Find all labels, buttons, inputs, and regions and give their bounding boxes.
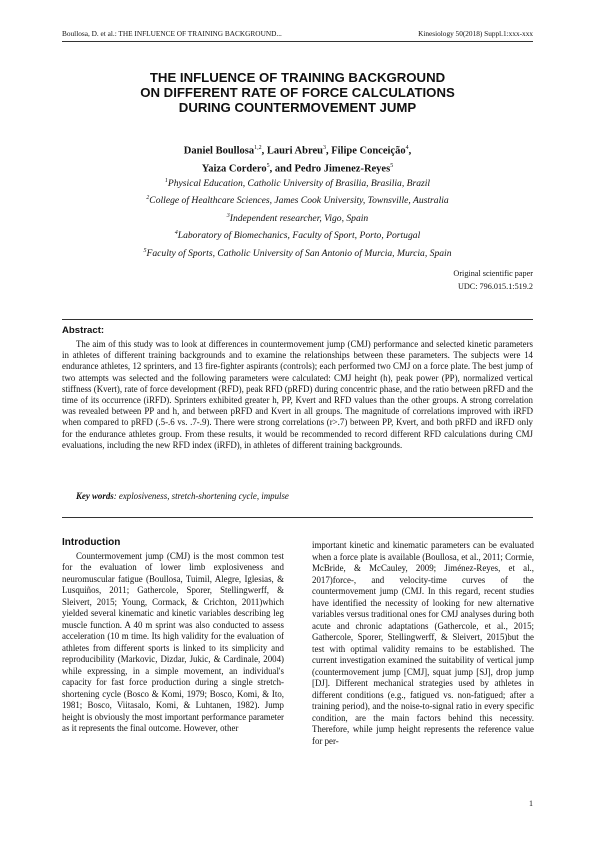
author-name: Daniel Boullosa: [183, 145, 255, 157]
author-affiliation-mark: 1,2: [254, 145, 262, 151]
running-head-authors: Boullosa, D. et al.: THE INFLUENCE OF TRAINING BACKGROUND...: [62, 29, 282, 38]
author-separator: ,: [325, 145, 332, 157]
page-number: 1: [529, 799, 533, 808]
udc-code: UDC: 796.015.1:519.2: [457, 281, 533, 291]
author-affiliation-mark: 4: [405, 145, 409, 151]
keywords-label: Key words: [76, 491, 114, 501]
paper-title: [62, 70, 533, 115]
abstract-text: The aim of this study was to look at differences in countermovement jump (CMJ) performance and selected kinetic parameters in athletes of different training backgrounds and to examine the relationships between these parameters. The subjects were 14 endurance athletes, 12 sprinters, and 13 fire-fighter aspirants (controls); each performed two CMJ on a force plate. The best jump of two attempts was selected and the following parameters were calculated: CMJ height (h), peak power (PP), normalized vertical stiffness (Kvert), rate of force development (RFD), peak RFD (pRFD) during concentric phase, and the ratio between pRFD and the time of its occurrence (iRFD). Sprinters exhibited greater h, PP, Kvert and RFD values than the other groups. A strong correlation was revealed between PP and h, and between pRFD and Kvert in all groups. The magnitude of correlations improved with iRFD when compared to pRFD (.5-.6 vs. .7-.9). There were strong correlations (r>.7) between PP, Kvert, and both pRFD and iRFD only for the endurance athletes group. From these results, it would be recommended to record different RFD calculations during CMJ evaluations, including the new RFD index (iRFD), in athletes of different training backgrounds.: [62, 339, 533, 450]
author-name: Pedro Jimenez-Reyes: [294, 163, 391, 174]
author-name: Filipe Conceição: [331, 145, 406, 157]
affiliation-text: Laboratory of Biomechanics, Faculty of Sport, Porto, Portugal: [177, 230, 421, 242]
affiliation-mark: 4: [174, 230, 178, 237]
author-name: Yaiza Cordero: [201, 163, 267, 174]
introduction-heading: Introduction: [62, 537, 121, 548]
author-separator: ,: [408, 145, 412, 157]
affiliation-mark: 2: [146, 195, 150, 202]
affiliation: [62, 226, 533, 243]
affiliation: [62, 244, 533, 261]
abstract-heading: Abstract:: [62, 325, 105, 336]
author-separator: ,: [261, 145, 267, 157]
affiliation: [62, 191, 533, 208]
affiliation-text: Independent researcher, Vigo, Spain: [229, 212, 369, 224]
introduction-paragraph: Countermovement jump (CMJ) is the most common test for the evaluation of lower limb explosiveness and neuromuscular fatigue (Boullosa, Tuimil, Alegre, Iglesias, & Lusquiños, 2011; Gathercole, Sporer, Stellingwerff, & Sleivert, 2015; Young, Cormack, & Crichton, 2011)which yielded several kinematic and kinetic variables describing leg muscle function. A 40 m sprint was also conducted to assess acceleration (10 m time. Its high validity for the evaluation of athletes from different sports is linked to its simplicity and reproducibility (Markovic, Dizdar, Jukic, & Cardinale, 2004) while expressing, in a simple movement, an individual's capacity for fast force production during a single stretch-shortening cycle (Bosco & Komi, 1979; Bosco, Komi, & Ito, 1981; Bosco, Viitasalo, Komi, & Luhtanen, 1982). Jump height is obviously the most important performance parameter as it represents the final outcome. However, other: [62, 550, 284, 733]
title-line-1: THE INFLUENCE OF TRAINING BACKGROUND: [149, 70, 446, 85]
author-name: Lauri Abreu: [266, 145, 323, 157]
body-column-left: [62, 537, 284, 735]
affiliation-mark: 5: [143, 247, 147, 254]
keywords: [62, 491, 533, 502]
introduction-paragraph-continued: important kinetic and kinematic parameters can be evaluated when a force plate is available (Boullosa, et al., 2011; Cormie, McBride, & McCauley, 2009; Jiménez-Reyes, et al., 2017)force-, and velocity-time curves of the countermovement jump (CMJ. In this regard, recent studies have identified the necessity of looking for new alternative variables versus traditional ones for CMJ analyses during both acute and chronic adaptations (Gathercole, et al., 2015; Gathercole, Sporer, Stellingwerff, & Sleivert, 2015)but the test with optimal validity remains to be established. The current investigation examined the suitability of vertical jump (countermovement jump [CMJ], squat jump [SJ], drop jump [DJ]. Different mechanical strategies used by athletes in different conditions (e.g., fatigued vs. non-fatigued; after a training period), and the noise-to-signal ratio in every specific condition, are the main factors behind this necessity. Therefore, while jump height represents the reference value for per-: [312, 540, 534, 746]
affiliation-text: College of Healthcare Sciences, James Cook University, Townsville, Australia: [149, 195, 449, 207]
keywords-text: : explosiveness, stretch-shortening cycle, impulse: [113, 491, 289, 501]
affiliation-text: Faculty of Sports, Catholic University of San Antonio of Murcia, Murcia, Spain: [146, 247, 452, 259]
author-separator: , and: [269, 163, 295, 174]
affiliation: [62, 174, 533, 191]
author-affiliation-mark: 5: [390, 162, 394, 169]
affiliation: [62, 209, 533, 226]
running-head: [62, 29, 533, 42]
affiliation-list: [62, 174, 533, 261]
abstract-top-rule: [62, 319, 533, 320]
paper-meta: [453, 268, 533, 293]
title-line-2: ON DIFFERENT RATE OF FORCE CALCULATIONS: [140, 85, 455, 100]
body-column-right: [312, 540, 534, 747]
author-list: [62, 141, 533, 176]
abstract-bottom-rule: [62, 517, 533, 518]
author-affiliation-mark: 5: [266, 162, 270, 169]
affiliation-mark: 1: [164, 178, 168, 184]
author-affiliation-mark: 3: [322, 145, 326, 151]
running-head-journal: Kinesiology 50(2018) Suppl.1:xxx-xxx: [418, 29, 533, 38]
paper-type: Original scientific paper: [453, 269, 533, 278]
affiliation-mark: 3: [226, 212, 230, 219]
title-line-3: DURING COUNTERMOVEMENT JUMP: [178, 100, 417, 115]
affiliation-text: Physical Education, Catholic University of Brasilia, Brasilia, Brazil: [167, 178, 431, 190]
